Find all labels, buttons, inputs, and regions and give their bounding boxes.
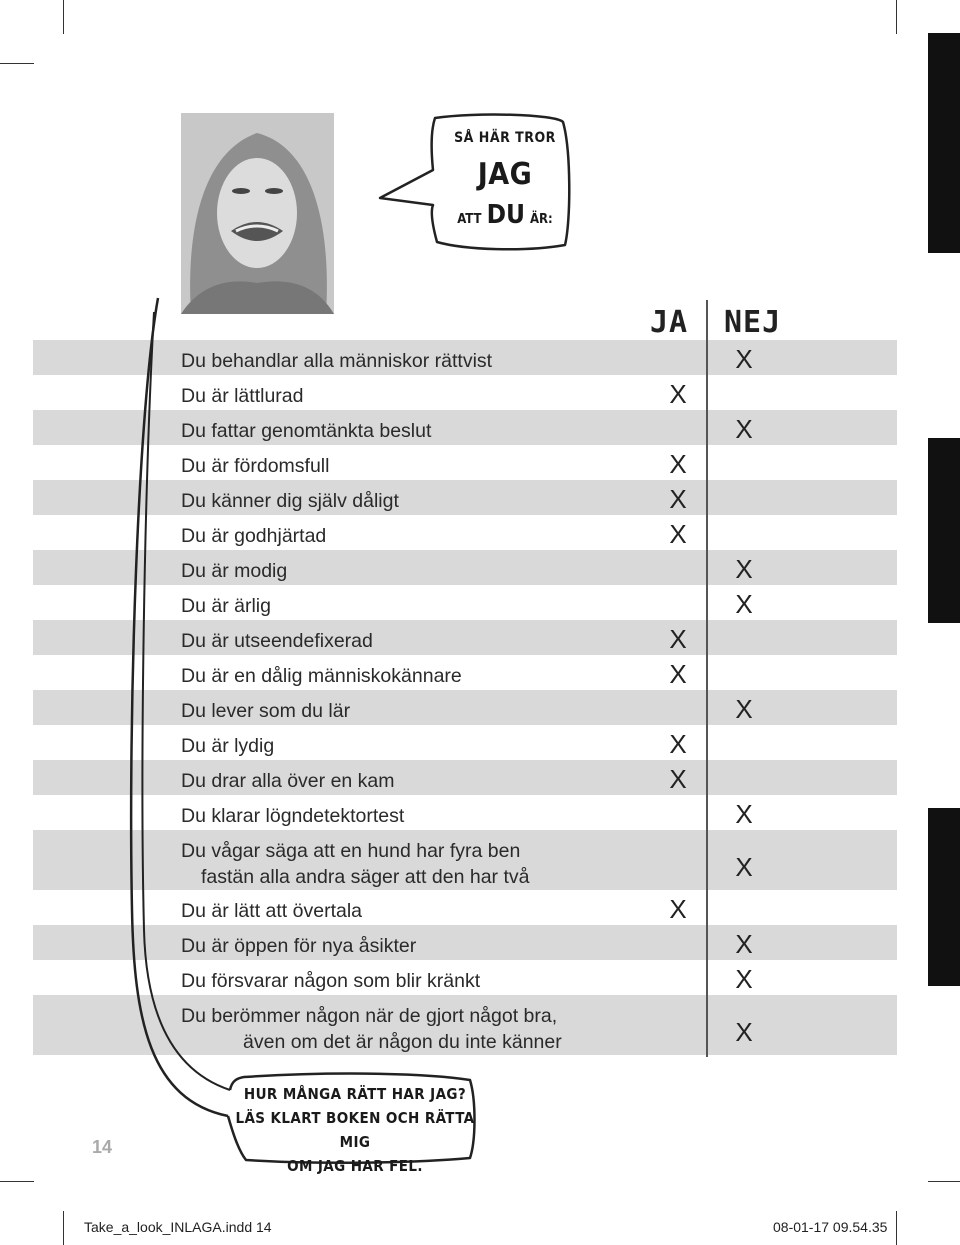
bubble-line-3 xyxy=(440,200,570,230)
nej-mark: X xyxy=(735,554,753,584)
crop-mark xyxy=(63,0,64,34)
ja-mark: X xyxy=(669,519,687,549)
nej-mark: X xyxy=(735,589,753,619)
question-text: Du klarar lögndetektortest xyxy=(181,805,405,827)
ja-mark: X xyxy=(669,379,687,409)
footer-filename: Take_a_look_INLAGA.indd 14 xyxy=(84,1219,272,1235)
question-text: Du är fördomsfull xyxy=(181,455,330,477)
ja-mark: X xyxy=(669,484,687,514)
side-tab xyxy=(928,438,960,623)
footer-timestamp: 08-01-17 09.54.35 xyxy=(773,1219,888,1235)
nej-mark: X xyxy=(735,694,753,724)
question-text: Du känner dig själv dåligt xyxy=(181,490,399,512)
nej-mark: X xyxy=(735,344,753,374)
question-text: Du försvarar någon som blir kränkt xyxy=(181,970,481,992)
speech-bubble-bottom xyxy=(120,290,500,1170)
question-text: Du är lydig xyxy=(181,735,275,757)
ja-mark: X xyxy=(669,894,687,924)
bottom-bubble-line-2: LÄS KLART BOKEN OCH RÄTTA MIG xyxy=(235,1109,475,1151)
question-text: Du är godhjärtad xyxy=(181,525,327,547)
page-number: 14 xyxy=(92,1137,113,1157)
bottom-bubble-line-3: OM JAG HAR FEL. xyxy=(287,1157,423,1175)
question-line-2: även om det är någon du inte känner xyxy=(243,1031,562,1053)
bubble-word-att: ATT xyxy=(457,212,482,227)
question-line-2: fastän alla andra säger att den har två xyxy=(201,866,530,888)
column-header-ja: JA xyxy=(650,305,689,340)
crop-mark xyxy=(896,1211,897,1245)
question-text: Du är modig xyxy=(181,560,288,582)
bubble-word-ar: ÄR: xyxy=(530,212,553,227)
side-tab xyxy=(928,808,960,986)
crop-mark xyxy=(896,0,897,34)
question-text: Du drar alla över en kam xyxy=(181,770,395,792)
bubble-line-2: JAG xyxy=(477,157,533,192)
bubble-word-du: DU xyxy=(486,200,525,230)
crop-mark xyxy=(63,1211,64,1245)
question-text: Du fattar genomtänkta beslut xyxy=(181,420,432,442)
nej-mark: X xyxy=(735,414,753,444)
column-header-nej: NEJ xyxy=(724,305,782,340)
question-text: Du behandlar alla människor rättvist xyxy=(181,350,493,372)
question-text: Du är lätt att övertala xyxy=(181,900,363,922)
question-text: Du är en dålig människokännare xyxy=(181,665,462,687)
question-text: Du är öppen för nya åsikter xyxy=(181,935,417,957)
crop-mark xyxy=(928,1181,960,1182)
portrait-photo xyxy=(181,113,334,314)
ja-mark: X xyxy=(669,624,687,654)
nej-mark: X xyxy=(735,1017,753,1047)
nej-mark: X xyxy=(735,929,753,959)
nej-mark: X xyxy=(735,964,753,994)
crop-mark xyxy=(0,63,34,64)
nej-mark: X xyxy=(735,852,753,882)
bubble-line-1: SÅ HÄR TROR xyxy=(454,130,556,146)
ja-mark: X xyxy=(669,764,687,794)
crop-mark xyxy=(0,1181,34,1182)
ja-mark: X xyxy=(669,659,687,689)
question-text: Du är utseendefixerad xyxy=(181,630,373,652)
question-text: Du är ärlig xyxy=(181,595,271,617)
nej-mark: X xyxy=(735,799,753,829)
ja-mark: X xyxy=(669,449,687,479)
column-divider xyxy=(706,300,708,1057)
question-line-1: Du vågar säga att en hund har fyra ben xyxy=(181,840,521,862)
ja-mark: X xyxy=(669,729,687,759)
bottom-bubble-text xyxy=(230,1082,480,1178)
question-text: Du lever som du lär xyxy=(181,700,351,722)
side-tab xyxy=(928,33,960,253)
question-text: Du är lättlurad xyxy=(181,385,304,407)
question-line-1: Du berömmer någon när de gjort något bra, xyxy=(181,1005,558,1027)
bottom-bubble-line-1: HUR MÅNGA RÄTT HAR JAG? xyxy=(243,1085,467,1103)
